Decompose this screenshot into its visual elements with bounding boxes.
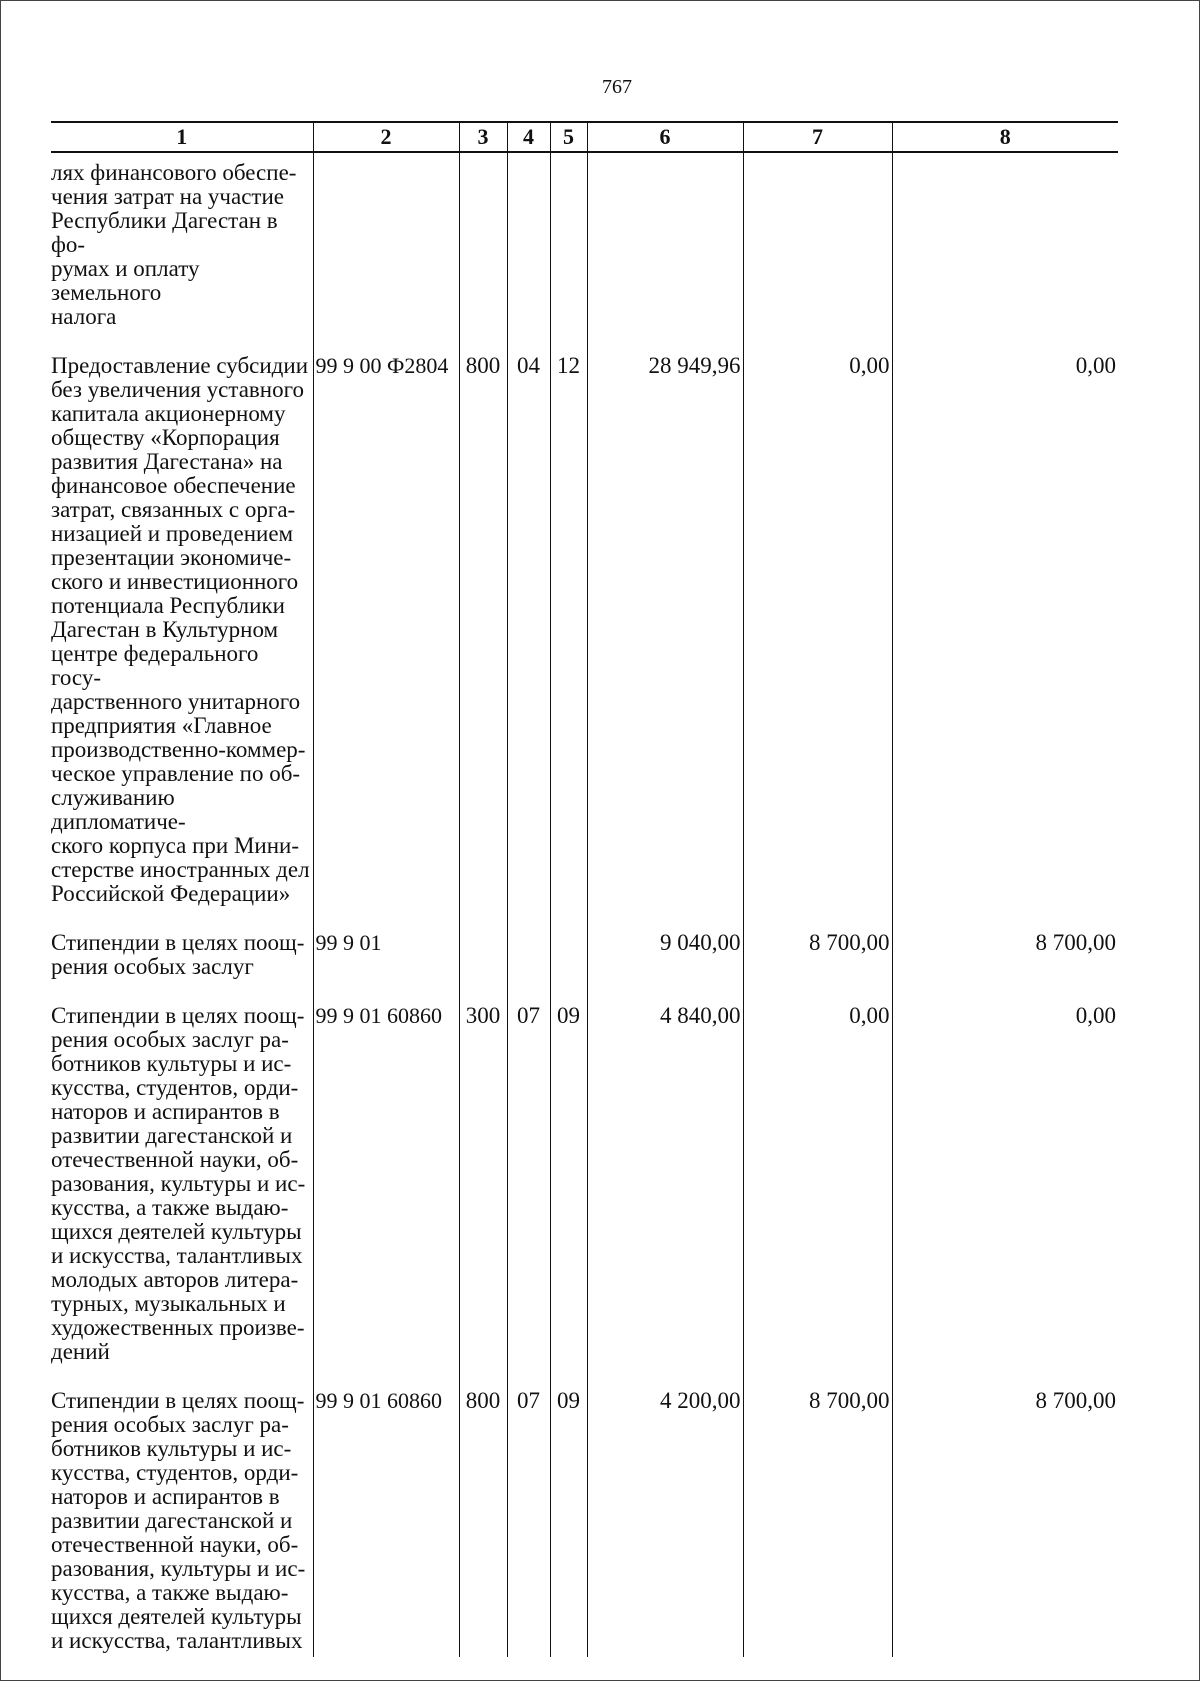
amount-col-8: [892, 152, 1118, 354]
column-header-2: 2: [313, 122, 459, 152]
column-header-7: 7: [743, 122, 892, 152]
amount-col-7: 8 700,00: [743, 1389, 892, 1657]
table-row: [51, 1004, 1118, 1389]
column-header-5: 5: [550, 122, 587, 152]
item-name: Стипендии в целях поощ- рения особых заслуг ра- ботников культуры и ис- кусства, студентов, орди- наторов и аспирантов в развитии дагестанской и отечественной науки, об- разования, культуры и ис- кусства, а также выдаю- щихся деятелей культуры и искусства, талантливых: [51, 1388, 306, 1653]
subsection: 09: [550, 1004, 587, 1389]
column-header-3: 3: [459, 122, 507, 152]
subsection: 12: [550, 354, 587, 931]
column-header-1: 1: [51, 122, 313, 152]
amount-col-7: 8 700,00: [743, 931, 892, 1004]
amount-col-6: 28 949,96: [587, 354, 743, 931]
amount-col-8: 8 700,00: [892, 931, 1118, 1004]
header-row: [51, 122, 1118, 152]
column-header-4: 4: [507, 122, 550, 152]
amount-col-8: 0,00: [892, 1004, 1118, 1389]
page-number: 767: [602, 76, 632, 98]
expense-type: [459, 931, 507, 1004]
table-row: [51, 1389, 1118, 1657]
item-name: Предоставление субсидии без увеличения уставного капитала акционерному обществу «Корпорация развития Дагестана» на финансовое обеспечение затрат, связанных с орга- низацией и проведением презентации экономиче- ского и инвестиционного потенциала Республики Дагестан в Культурном центре федерального госу- дарственного унитарного предприятия «Главное производственно-коммер- ческое управление по об- служиванию дипломатиче- ского корпуса при Мини- стерстве иностранных дел Российской Федерации»: [51, 353, 310, 906]
section: [507, 931, 550, 1004]
amount-col-6: 4 840,00: [587, 1004, 743, 1389]
column-header-8: 8: [892, 122, 1118, 152]
target-code: 99 9 01: [313, 931, 459, 1004]
target-code: 99 9 01 60860: [313, 1389, 459, 1657]
table-row: [51, 931, 1118, 1004]
budget-table: [51, 121, 1118, 1657]
item-name: Стипендии в целях поощ- рения особых заслуг: [51, 930, 305, 979]
target-code: 99 9 00 Ф2804: [313, 354, 459, 931]
item-name: Стипендии в целях поощ- рения особых заслуг ра- ботников культуры и ис- кусства, студентов, орди- наторов и аспирантов в развитии дагестанской и отечественной науки, об- разования, культуры и ис- кусства, а также выдаю- щихся деятелей культуры и искусства, талантливых молодых авторов литера- турных, музыкальных и художественных произве- дений: [51, 1003, 306, 1364]
column-header-6: 6: [587, 122, 743, 152]
expense-type: 800: [459, 354, 507, 931]
amount-col-6: [587, 152, 743, 354]
amount-col-6: 4 200,00: [587, 1389, 743, 1657]
table-row: [51, 152, 1118, 354]
subsection: [550, 931, 587, 1004]
amount-col-7: 0,00: [743, 354, 892, 931]
expense-type: [459, 152, 507, 354]
amount-col-6: 9 040,00: [587, 931, 743, 1004]
section: 04: [507, 354, 550, 931]
section: 07: [507, 1389, 550, 1657]
subsection: [550, 152, 587, 354]
target-code: [313, 152, 459, 354]
table-header: [51, 122, 1118, 152]
table-body: [51, 152, 1118, 1657]
table-row: [51, 354, 1118, 931]
subsection: 09: [550, 1389, 587, 1657]
section: [507, 152, 550, 354]
item-name: лях финансового обеспе- чения затрат на участие Республики Дагестан в фо- румах и оплату земельного налога: [51, 160, 297, 329]
amount-col-7: [743, 152, 892, 354]
amount-col-8: 0,00: [892, 354, 1118, 931]
section: 07: [507, 1004, 550, 1389]
amount-col-7: 0,00: [743, 1004, 892, 1389]
amount-col-8: 8 700,00: [892, 1389, 1118, 1657]
expense-type: 800: [459, 1389, 507, 1657]
target-code: 99 9 01 60860: [313, 1004, 459, 1389]
expense-type: 300: [459, 1004, 507, 1389]
